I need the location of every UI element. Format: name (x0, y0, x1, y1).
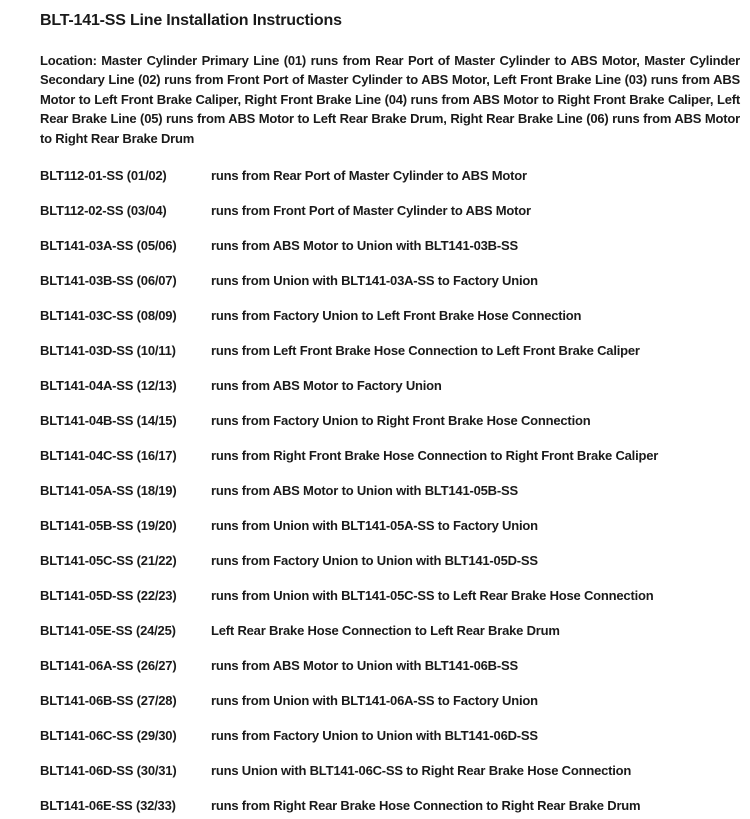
line-description: runs from Rear Port of Master Cylinder to ABS Motor (211, 168, 527, 183)
line-row (40, 763, 740, 798)
line-row (40, 273, 740, 308)
line-row (40, 728, 740, 763)
line-row (40, 518, 740, 553)
line-row (40, 588, 740, 623)
part-number: BLT141-06B-SS (27/28) (40, 693, 177, 708)
part-number: BLT141-05E-SS (24/25) (40, 623, 176, 638)
line-row (40, 483, 740, 518)
part-number: BLT141-03C-SS (08/09) (40, 308, 177, 323)
line-description: runs from Union with BLT141-05A-SS to Factory Union (211, 518, 538, 533)
part-number: BLT141-04C-SS (16/17) (40, 448, 177, 463)
line-description: runs from ABS Motor to Union with BLT141-05B-SS (211, 483, 518, 498)
part-number: BLT141-04B-SS (14/15) (40, 413, 177, 428)
location-paragraph: Location: Master Cylinder Primary Line (01) runs from Rear Port of Master Cylinder to ABS Motor, Master Cylinder Secondary Line (02) runs from Front Port of Master Cylinder to ABS Motor, Left Front Brake Line (03) runs from ABS Motor to Left Front Brake Caliper, Right Front Brake Line (04) runs from ABS Motor to Right Front Brake Caliper, Left Rear Brake Line (05) runs from ABS Motor to Left Rear Brake Drum, Right Rear Brake Line (06) runs from ABS Motor to Right Rear Brake Drum (40, 53, 740, 146)
line-row (40, 658, 740, 693)
part-number: BLT112-01-SS (01/02) (40, 168, 167, 183)
line-row (40, 238, 740, 273)
line-description: runs from Factory Union to Left Front Brake Hose Connection (211, 308, 582, 323)
line-description: Left Rear Brake Hose Connection to Left Rear Brake Drum (211, 623, 560, 638)
part-number: BLT141-06D-SS (30/31) (40, 763, 177, 778)
line-description: runs from Union with BLT141-05C-SS to Left Rear Brake Hose Connection (211, 588, 654, 603)
line-description: runs from ABS Motor to Factory Union (211, 378, 442, 393)
line-row (40, 553, 740, 588)
line-row (40, 798, 740, 819)
part-number: BLT141-03B-SS (06/07) (40, 273, 177, 288)
line-row (40, 378, 740, 413)
line-description: runs from Right Rear Brake Hose Connection to Right Rear Brake Drum (211, 798, 641, 813)
part-number: BLT141-03A-SS (05/06) (40, 238, 177, 253)
line-description: runs from Left Front Brake Hose Connection to Left Front Brake Caliper (211, 343, 640, 358)
line-description: runs from Union with BLT141-06A-SS to Factory Union (211, 693, 538, 708)
line-row (40, 623, 740, 658)
line-row (40, 308, 740, 343)
page-title: BLT-141-SS Line Installation Instructions (40, 12, 342, 29)
part-number: BLT141-03D-SS (10/11) (40, 343, 176, 358)
line-row (40, 168, 740, 203)
line-row (40, 413, 740, 448)
part-number: BLT141-05C-SS (21/22) (40, 553, 177, 568)
line-description: runs from Front Port of Master Cylinder to ABS Motor (211, 203, 531, 218)
line-row (40, 203, 740, 238)
line-description: runs from ABS Motor to Union with BLT141-06B-SS (211, 658, 518, 673)
line-description: runs from Factory Union to Union with BLT141-06D-SS (211, 728, 538, 743)
part-number: BLT112-02-SS (03/04) (40, 203, 167, 218)
part-number: BLT141-06C-SS (29/30) (40, 728, 177, 743)
part-number: BLT141-06E-SS (32/33) (40, 798, 176, 813)
line-row (40, 693, 740, 728)
part-number: BLT141-05D-SS (22/23) (40, 588, 177, 603)
line-row (40, 448, 740, 483)
part-number: BLT141-05A-SS (18/19) (40, 483, 177, 498)
line-row (40, 343, 740, 378)
line-description: runs from Right Front Brake Hose Connection to Right Front Brake Caliper (211, 448, 659, 463)
line-description: runs from Union with BLT141-03A-SS to Factory Union (211, 273, 538, 288)
line-description: runs Union with BLT141-06C-SS to Right Rear Brake Hose Connection (211, 763, 632, 778)
line-description: runs from ABS Motor to Union with BLT141-03B-SS (211, 238, 518, 253)
part-number: BLT141-05B-SS (19/20) (40, 518, 177, 533)
part-number: BLT141-06A-SS (26/27) (40, 658, 177, 673)
line-description: runs from Factory Union to Right Front Brake Hose Connection (211, 413, 591, 428)
line-list (40, 168, 740, 819)
line-description: runs from Factory Union to Union with BLT141-05D-SS (211, 553, 538, 568)
part-number: BLT141-04A-SS (12/13) (40, 378, 177, 393)
